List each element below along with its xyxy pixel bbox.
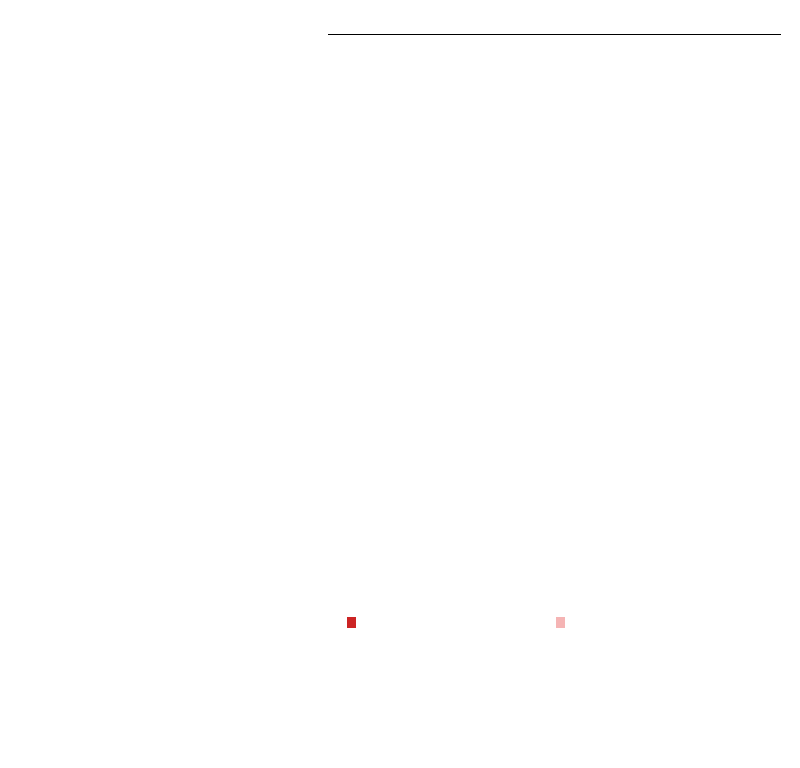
signal-group-header — [497, 13, 651, 23]
col-true — [697, 23, 732, 34]
col-virt — [417, 23, 463, 34]
channel-group-header — [392, 13, 463, 23]
col-miles — [651, 23, 697, 34]
co-channel-warning-icon — [347, 617, 356, 628]
radar-polar-chart — [0, 40, 310, 380]
dist-group-header — [651, 13, 697, 23]
col-real — [392, 23, 417, 34]
table-group-header — [304, 13, 781, 23]
col-callsign — [328, 23, 392, 34]
adjacent-channel-legend — [555, 617, 568, 631]
co-channel-legend — [346, 617, 359, 631]
col-netwk — [463, 23, 497, 34]
col-magn — [732, 23, 781, 34]
header-rule — [328, 34, 781, 36]
azimuth-group-header — [697, 13, 781, 23]
col-nm — [497, 23, 547, 34]
adjacent-channel-warning-icon — [556, 617, 565, 628]
band-charts — [0, 600, 800, 768]
table-column-header — [304, 23, 781, 34]
col-path — [604, 23, 651, 34]
col-pwr — [547, 23, 604, 34]
signal-table — [304, 13, 781, 36]
search-criteria — [40, 386, 280, 413]
